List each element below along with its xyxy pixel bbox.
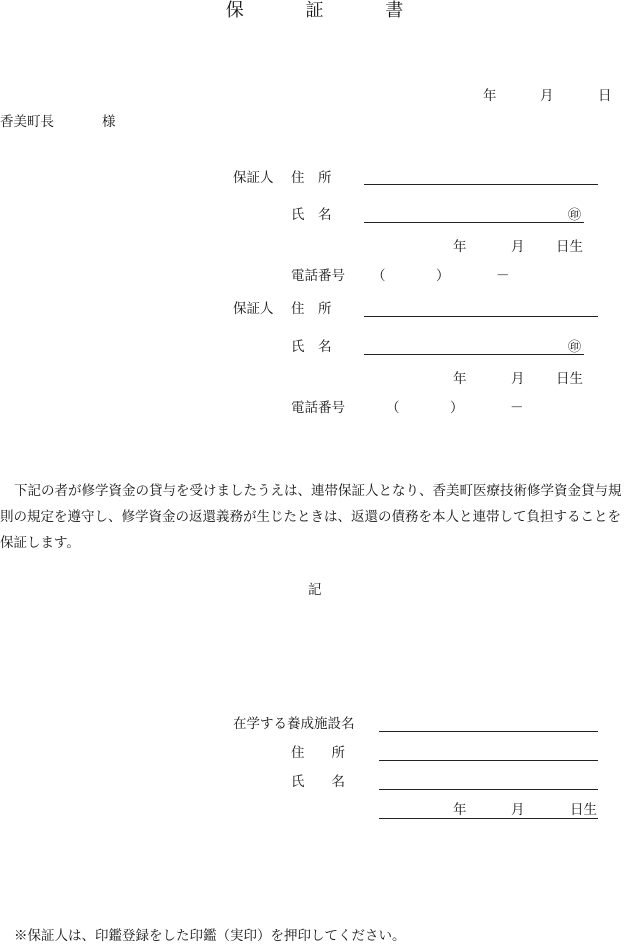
- address-field[interactable]: [364, 316, 598, 317]
- student-address-field[interactable]: [379, 760, 598, 761]
- date-month: 月: [540, 88, 554, 104]
- student-birth-month: 月: [511, 802, 525, 818]
- ki-heading: 記: [308, 582, 322, 598]
- date-day: 日: [598, 88, 612, 104]
- name-field[interactable]: [364, 354, 584, 355]
- footnote: ※保証人は、印鑑登録をした印鑑（実印）を押印してください。: [14, 928, 406, 944]
- student-birth-year: 年: [453, 802, 467, 818]
- title-char-1: 保: [225, 0, 244, 21]
- student-birth-field[interactable]: [379, 818, 598, 819]
- phone-close-paren: ）: [436, 268, 450, 284]
- seal-mark: ㊞: [568, 208, 582, 223]
- birth-day: 日生: [556, 239, 583, 255]
- birth-day: 日生: [556, 371, 583, 387]
- name-label: 氏 名: [291, 339, 332, 355]
- name-field[interactable]: [364, 222, 584, 223]
- addressee-honorific: 様: [102, 114, 116, 130]
- school-field[interactable]: [379, 731, 598, 732]
- phone-open-paren: （: [372, 268, 386, 284]
- phone-dash: －: [510, 400, 524, 416]
- guarantor-label: 保証人: [233, 301, 274, 317]
- student-birth-day: 日生: [570, 802, 597, 818]
- phone-close-paren: ）: [450, 400, 464, 416]
- school-label: 在学する養成施設名: [233, 716, 355, 732]
- phone-dash: －: [496, 268, 510, 284]
- date-year: 年: [483, 88, 497, 104]
- address-label: 住 所: [291, 301, 332, 317]
- title-char-3: 書: [385, 0, 404, 21]
- address-field[interactable]: [364, 184, 598, 185]
- student-name-field[interactable]: [379, 789, 598, 790]
- addressee-name: 香美町長: [0, 114, 54, 130]
- seal-mark: ㊞: [568, 340, 582, 355]
- address-label: 住 所: [291, 170, 332, 186]
- birth-year: 年: [453, 371, 467, 387]
- phone-label: 電話番号: [291, 268, 345, 284]
- title-char-2: 証: [305, 0, 324, 21]
- birth-month: 月: [511, 239, 525, 255]
- phone-open-paren: （: [386, 400, 400, 416]
- guarantor-label: 保証人: [233, 170, 274, 186]
- phone-label: 電話番号: [291, 400, 345, 416]
- document-title: [0, 2, 629, 20]
- student-name-label: 氏 名: [291, 774, 345, 790]
- birth-year: 年: [453, 239, 467, 255]
- birth-month: 月: [511, 371, 525, 387]
- name-label: 氏 名: [291, 207, 332, 223]
- student-address-label: 住 所: [291, 745, 345, 761]
- guarantee-statement: 下記の者が修学資金の貸与を受けましたうえは、連帯保証人となり、香美町医療技術修学資金貸与規則の規定を遵守し、修学資金の返還義務が生じたときは、返還の債務を本人と連帯して負担することを保証します。: [0, 483, 622, 551]
